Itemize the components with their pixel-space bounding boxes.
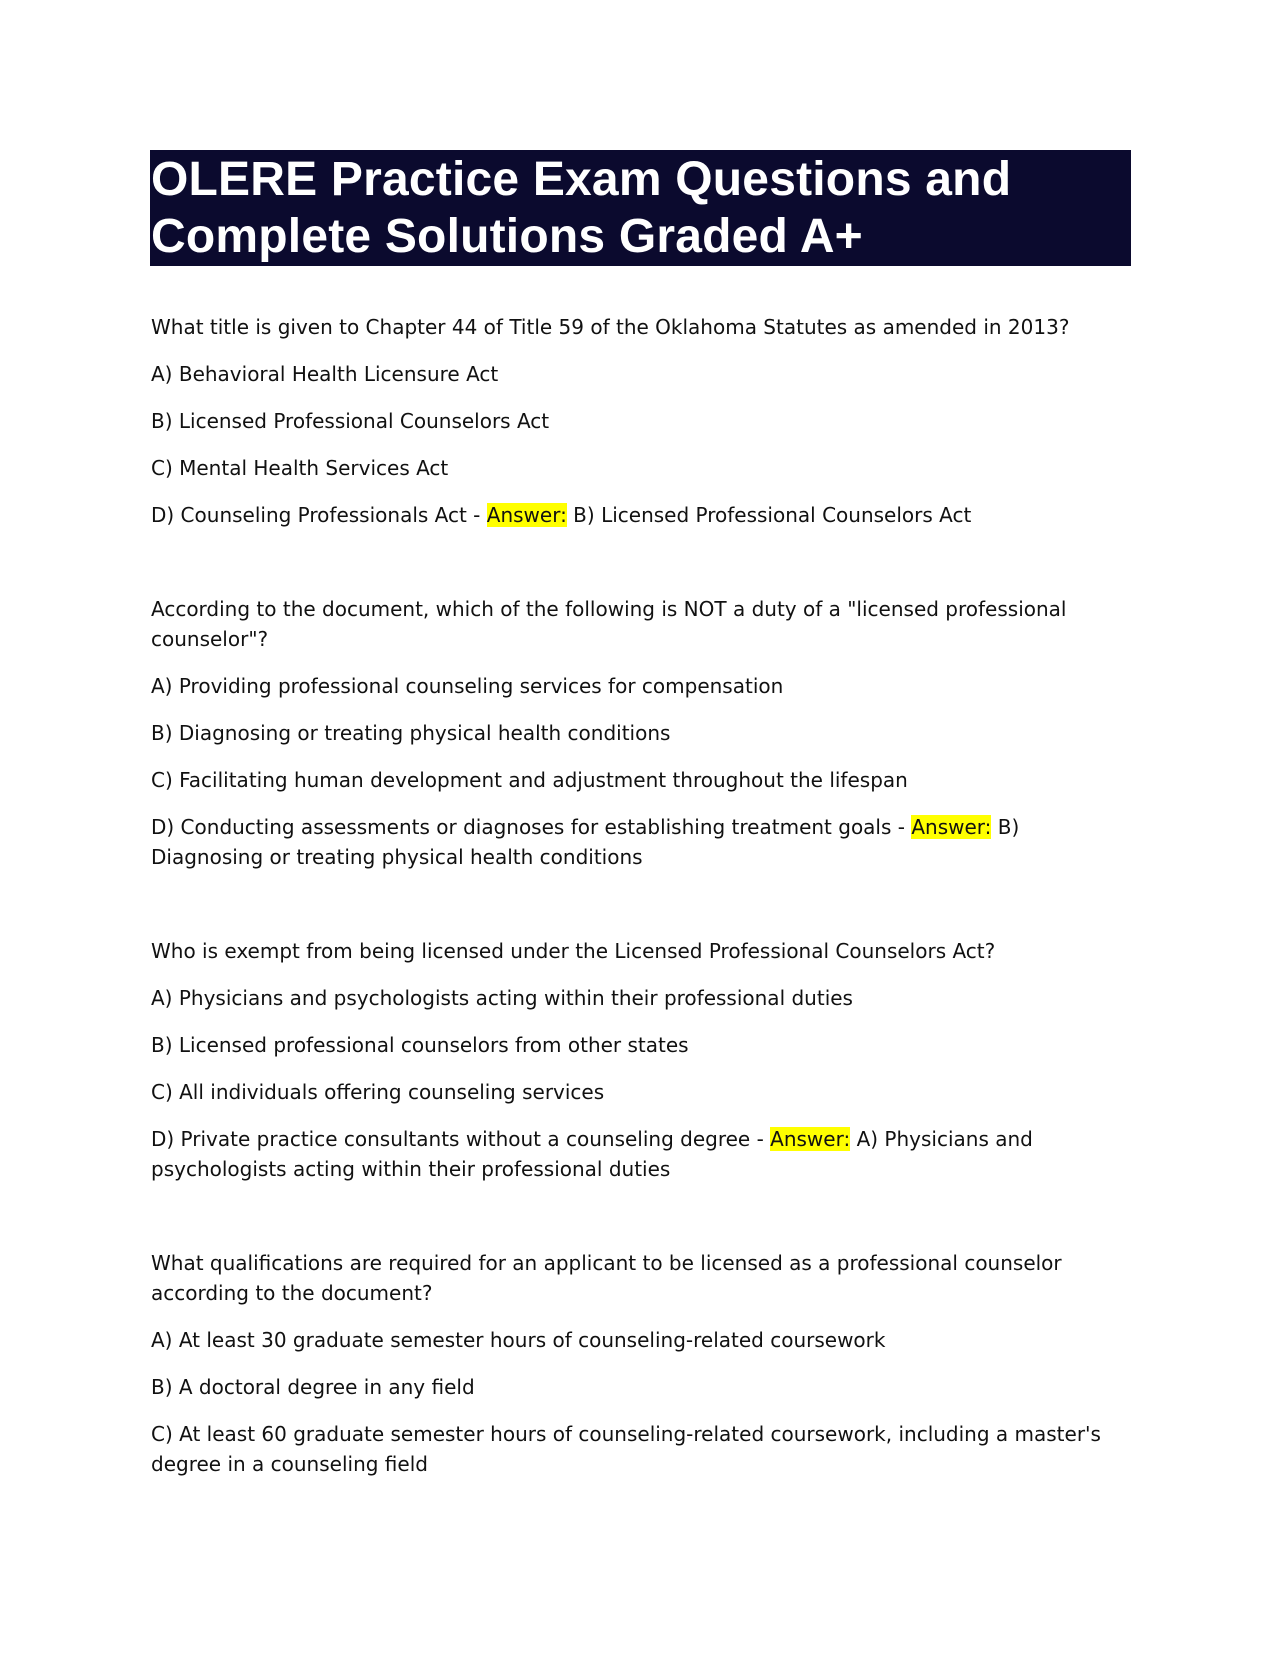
title-banner (150, 150, 1131, 266)
document-title: OLERE Practice Exam Questions and Complete Solutions Graded A+ (151, 153, 1012, 263)
option-d: D) Conducting assessments or diagnoses for establishing treatment goals - (151, 815, 912, 839)
question-text: What qualifications are required for an applicant to be licensed as a professional counselor according to the document? (151, 1251, 1062, 1305)
option-b: B) Licensed Professional Counselors Act (151, 409, 550, 433)
option-b: B) A doctoral degree in any field (151, 1375, 475, 1399)
option-d-with-answer (151, 1124, 1131, 1184)
option-d: D) Private practice consultants without a counseling degree - (151, 1127, 771, 1151)
option-a: A) Behavioral Health Licensure Act (151, 362, 499, 386)
option-c: C) Facilitating human development and adjustment throughout the lifespan (151, 768, 908, 792)
document-body (151, 312, 1131, 1543)
question-text: According to the document, which of the following is NOT a duty of a "licensed professional counselor"? (151, 597, 1067, 651)
option-c: C) All individuals offering counseling services (151, 1080, 605, 1104)
answer-label: Answer: (770, 1127, 851, 1151)
question-block-4 (151, 1248, 1131, 1479)
answer-text: B) Licensed Professional Counselors Act (566, 503, 972, 527)
option-c: C) At least 60 graduate semester hours of counseling-related coursework, including a master's degree in a counseling field (151, 1422, 1101, 1476)
option-a: A) At least 30 graduate semester hours of counseling-related coursework (151, 1328, 886, 1352)
option-b: B) Diagnosing or treating physical health conditions (151, 721, 671, 745)
answer-label: Answer: (911, 815, 992, 839)
option-d: D) Counseling Professionals Act - (151, 503, 487, 527)
option-d-with-answer (151, 500, 1131, 530)
option-a: A) Physicians and psychologists acting within their professional duties (151, 986, 853, 1010)
answer-text: A) Physicians and psychologists acting within their professional duties (151, 1127, 1033, 1181)
question-text: Who is exempt from being licensed under the Licensed Professional Counselors Act? (151, 939, 996, 963)
question-block-3 (151, 936, 1131, 1184)
question-block-2 (151, 594, 1131, 872)
option-d-with-answer (151, 812, 1131, 872)
answer-label: Answer: (486, 503, 567, 527)
answer-text: B) Diagnosing or treating physical health conditions (151, 815, 1020, 869)
question-text: What title is given to Chapter 44 of Title 59 of the Oklahoma Statutes as amended in 2013? (151, 315, 1070, 339)
option-b: B) Licensed professional counselors from other states (151, 1033, 689, 1057)
option-c: C) Mental Health Services Act (151, 456, 449, 480)
question-block-1 (151, 312, 1131, 530)
option-a: A) Providing professional counseling services for compensation (151, 674, 784, 698)
